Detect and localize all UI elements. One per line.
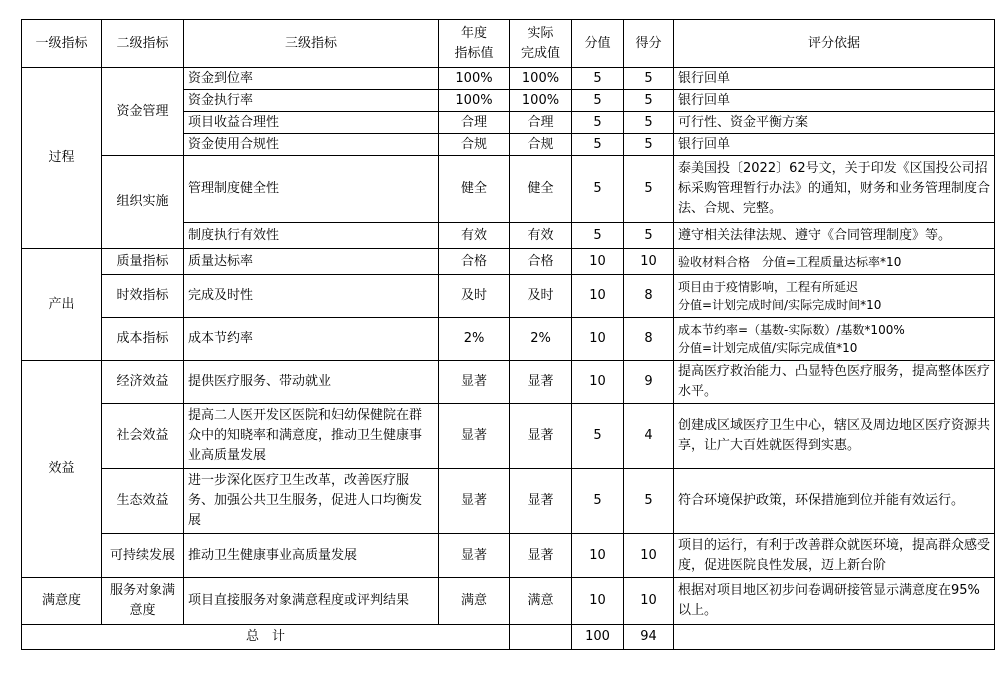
score-cell: 5 bbox=[624, 90, 674, 112]
indicator-cell: 管理制度健全性 bbox=[184, 156, 439, 223]
total-value: 100 bbox=[572, 625, 624, 650]
indicator-cell: 完成及时性 bbox=[184, 275, 439, 318]
table-row bbox=[22, 318, 995, 361]
actual-cell: 合规 bbox=[510, 134, 572, 156]
basis-cell: 创建成区域医疗卫生中心，辖区及周边地区医疗资源共享，让广大百姓就医得到实惠。 bbox=[674, 404, 995, 469]
subgroup-social: 社会效益 bbox=[102, 404, 184, 469]
table-row bbox=[22, 156, 995, 223]
indicator-cell: 提高二人医开发区医院和妇幼保健院在群众中的知晓率和满意度，推动卫生健康事业高质量发展 bbox=[184, 404, 439, 469]
target-cell: 满意 bbox=[439, 578, 510, 625]
actual-cell: 显著 bbox=[510, 534, 572, 578]
total-empty-cell bbox=[510, 625, 572, 650]
total-label: 总 计 bbox=[22, 625, 510, 650]
header-row bbox=[22, 20, 995, 68]
header-target: 年度 指标值 bbox=[439, 20, 510, 68]
target-cell: 100% bbox=[439, 90, 510, 112]
total-basis-empty-cell bbox=[674, 625, 995, 650]
target-cell: 显著 bbox=[439, 534, 510, 578]
header-score-got: 得分 bbox=[624, 20, 674, 68]
score-cell: 5 bbox=[624, 156, 674, 223]
performance-evaluation-table bbox=[21, 19, 995, 650]
target-cell: 合规 bbox=[439, 134, 510, 156]
indicator-cell: 成本节约率 bbox=[184, 318, 439, 361]
basis-cell: 验收材料合格 分值=工程质量达标率*10 bbox=[674, 249, 995, 275]
header-level1: 一级指标 bbox=[22, 20, 102, 68]
indicator-cell: 资金使用合规性 bbox=[184, 134, 439, 156]
indicator-cell: 提供医疗服务、带动就业 bbox=[184, 361, 439, 404]
basis-cell: 成本节约率=（基数-实际数）/基数*100% 分值=计划完成值/实际完成值*10 bbox=[674, 318, 995, 361]
basis-cell: 项目的运行，有利于改善群众就医环境，提高群众感受度，促进医院良性发展，迈上新台阶 bbox=[674, 534, 995, 578]
target-cell: 合理 bbox=[439, 112, 510, 134]
actual-cell: 合格 bbox=[510, 249, 572, 275]
score-cell: 9 bbox=[624, 361, 674, 404]
table-row bbox=[22, 275, 995, 318]
indicator-cell: 质量达标率 bbox=[184, 249, 439, 275]
header-score-value: 分值 bbox=[572, 20, 624, 68]
subgroup-org-impl: 组织实施 bbox=[102, 156, 184, 249]
indicator-cell: 项目收益合理性 bbox=[184, 112, 439, 134]
indicator-cell: 推动卫生健康事业高质量发展 bbox=[184, 534, 439, 578]
actual-cell: 有效 bbox=[510, 223, 572, 249]
target-cell: 显著 bbox=[439, 404, 510, 469]
basis-cell: 泰美国投〔2022〕62号文，关于印发《区国投公司招标采购管理暂行办法》的通知，财务和业务管理制度合法、合规、完整。 bbox=[674, 156, 995, 223]
value-cell: 10 bbox=[572, 318, 624, 361]
table-row bbox=[22, 534, 995, 578]
actual-cell: 满意 bbox=[510, 578, 572, 625]
indicator-cell: 资金到位率 bbox=[184, 68, 439, 90]
value-cell: 5 bbox=[572, 112, 624, 134]
target-cell: 合格 bbox=[439, 249, 510, 275]
subgroup-cost: 成本指标 bbox=[102, 318, 184, 361]
actual-cell: 及时 bbox=[510, 275, 572, 318]
value-cell: 10 bbox=[572, 275, 624, 318]
value-cell: 5 bbox=[572, 223, 624, 249]
group-process: 过程 bbox=[22, 68, 102, 249]
basis-cell: 提高医疗救治能力、凸显特色医疗服务，提高整体医疗水平。 bbox=[674, 361, 995, 404]
basis-cell: 项目由于疫情影响，工程有所延迟 分值=计划完成时间/实际完成时间*10 bbox=[674, 275, 995, 318]
total-score: 94 bbox=[624, 625, 674, 650]
value-cell: 5 bbox=[572, 469, 624, 534]
indicator-cell: 资金执行率 bbox=[184, 90, 439, 112]
score-cell: 5 bbox=[624, 469, 674, 534]
header-basis: 评分依据 bbox=[674, 20, 995, 68]
actual-cell: 100% bbox=[510, 68, 572, 90]
score-cell: 4 bbox=[624, 404, 674, 469]
target-cell: 健全 bbox=[439, 156, 510, 223]
group-benefit: 效益 bbox=[22, 361, 102, 578]
basis-cell: 银行回单 bbox=[674, 68, 995, 90]
score-cell: 8 bbox=[624, 318, 674, 361]
table-row bbox=[22, 469, 995, 534]
subgroup-economic: 经济效益 bbox=[102, 361, 184, 404]
indicator-cell: 项目直接服务对象满意程度或评判结果 bbox=[184, 578, 439, 625]
table-row bbox=[22, 68, 995, 90]
actual-cell: 2% bbox=[510, 318, 572, 361]
subgroup-sustainable: 可持续发展 bbox=[102, 534, 184, 578]
basis-cell: 可行性、资金平衡方案 bbox=[674, 112, 995, 134]
subgroup-timeliness: 时效指标 bbox=[102, 275, 184, 318]
target-cell: 及时 bbox=[439, 275, 510, 318]
actual-cell: 显著 bbox=[510, 469, 572, 534]
basis-cell: 遵守相关法律法规、遵守《合同管理制度》等。 bbox=[674, 223, 995, 249]
value-cell: 10 bbox=[572, 534, 624, 578]
group-output: 产出 bbox=[22, 249, 102, 361]
score-cell: 10 bbox=[624, 578, 674, 625]
header-actual: 实际 完成值 bbox=[510, 20, 572, 68]
score-cell: 5 bbox=[624, 112, 674, 134]
value-cell: 10 bbox=[572, 361, 624, 404]
table-row bbox=[22, 404, 995, 469]
actual-cell: 显著 bbox=[510, 404, 572, 469]
group-satisfaction: 满意度 bbox=[22, 578, 102, 625]
value-cell: 5 bbox=[572, 156, 624, 223]
value-cell: 5 bbox=[572, 90, 624, 112]
value-cell: 5 bbox=[572, 68, 624, 90]
value-cell: 5 bbox=[572, 404, 624, 469]
indicator-cell: 进一步深化医疗卫生改革，改善医疗服务、加强公共卫生服务，促进人口均衡发展 bbox=[184, 469, 439, 534]
actual-cell: 100% bbox=[510, 90, 572, 112]
target-cell: 2% bbox=[439, 318, 510, 361]
header-level3: 三级指标 bbox=[184, 20, 439, 68]
table-row bbox=[22, 361, 995, 404]
subgroup-quality: 质量指标 bbox=[102, 249, 184, 275]
score-cell: 10 bbox=[624, 534, 674, 578]
target-cell: 100% bbox=[439, 68, 510, 90]
header-level2: 二级指标 bbox=[102, 20, 184, 68]
actual-cell: 显著 bbox=[510, 361, 572, 404]
score-cell: 8 bbox=[624, 275, 674, 318]
total-row bbox=[22, 625, 995, 650]
target-cell: 显著 bbox=[439, 469, 510, 534]
basis-cell: 根据对项目地区初步问卷调研接管显示满意度在95%以上。 bbox=[674, 578, 995, 625]
basis-cell: 银行回单 bbox=[674, 90, 995, 112]
score-cell: 10 bbox=[624, 249, 674, 275]
value-cell: 5 bbox=[572, 134, 624, 156]
score-cell: 5 bbox=[624, 223, 674, 249]
target-cell: 有效 bbox=[439, 223, 510, 249]
table-row bbox=[22, 249, 995, 275]
value-cell: 10 bbox=[572, 578, 624, 625]
actual-cell: 健全 bbox=[510, 156, 572, 223]
basis-cell: 银行回单 bbox=[674, 134, 995, 156]
value-cell: 10 bbox=[572, 249, 624, 275]
target-cell: 显著 bbox=[439, 361, 510, 404]
actual-cell: 合理 bbox=[510, 112, 572, 134]
subgroup-ecological: 生态效益 bbox=[102, 469, 184, 534]
subgroup-fund-mgmt: 资金管理 bbox=[102, 68, 184, 156]
table-row bbox=[22, 578, 995, 625]
basis-cell: 符合环境保护政策，环保措施到位并能有效运行。 bbox=[674, 469, 995, 534]
score-cell: 5 bbox=[624, 134, 674, 156]
score-cell: 5 bbox=[624, 68, 674, 90]
subgroup-service-target: 服务对象满意度 bbox=[102, 578, 184, 625]
indicator-cell: 制度执行有效性 bbox=[184, 223, 439, 249]
